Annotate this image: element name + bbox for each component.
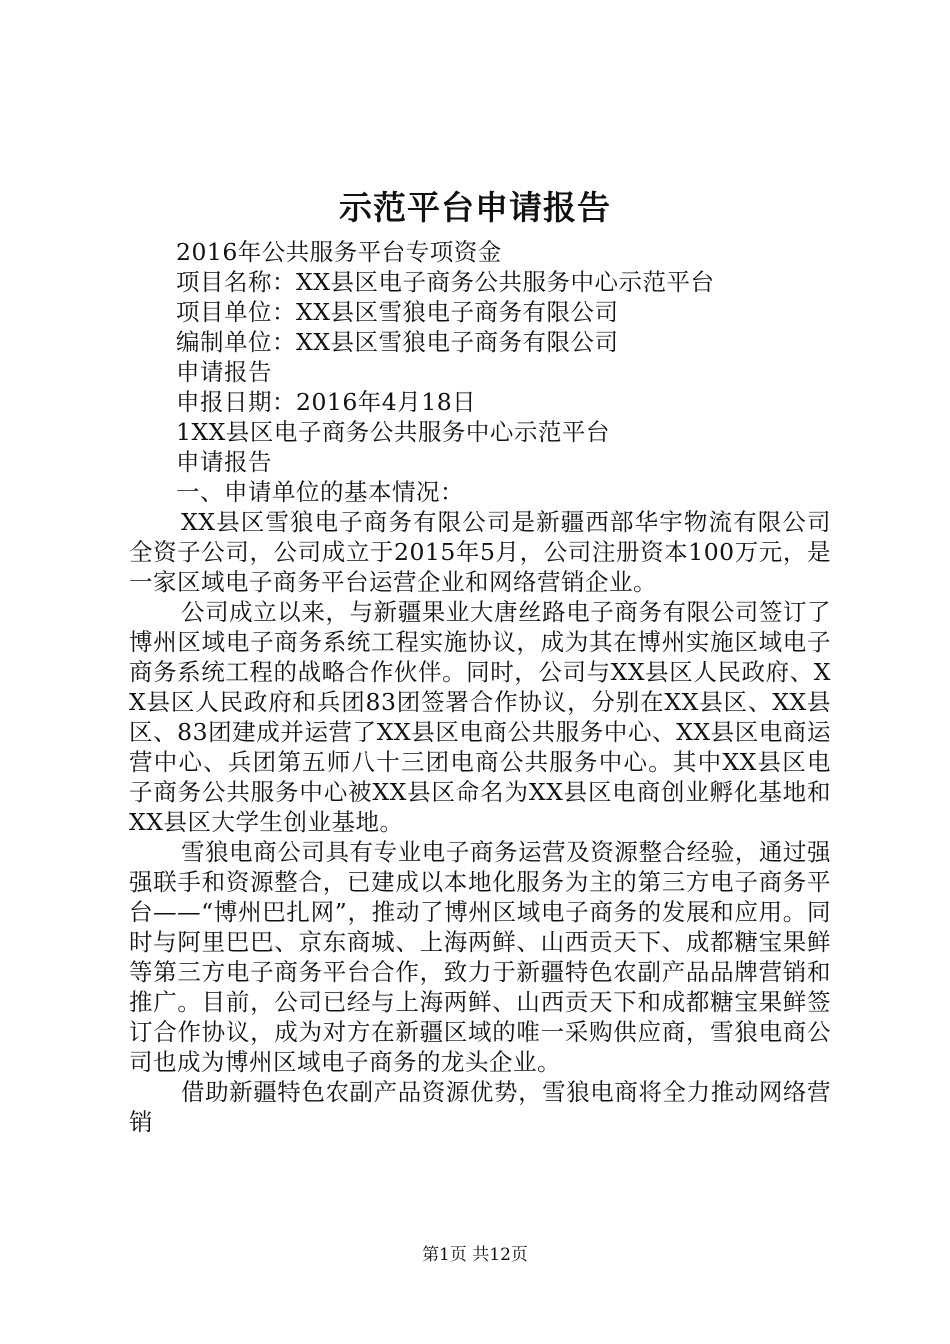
project-name-line: 项目名称：XX县区电子商务公共服务中心示范平台: [176, 268, 715, 296]
paragraph-cooperation: 公司成立以来，与新疆果业大唐丝路电子商务有限公司签订了博州区域电子商务系统工程实施协议，成为其在博州实施区域电子商务系统工程的战略合作伙伴。同时，公司与XX县区人民政府、XX县区人民政府和兵团83团签署合作协议，分别在XX县区、XX县区、83团建成并运营了XX县区电商公共服务中心、XX县区电商运营中心、兵团第五师八十三团电商公共服务中心。其中XX县区电子商务公共服务中心被XX县区命名为XX县区电商创业孵化基地和XX县区大学生创业基地。: [129, 598, 831, 836]
paragraph-experience: 雪狼电商公司具有专业电子商务运营及资源整合经验，通过强强联手和资源整合，已建成以本地化服务为主的第三方电子商务平台——“博州巴扎网”，推动了博州区域电子商务的发展和应用。同时与阿里巴巴、京东商城、上海两鲜、山西贡天下、成都糖宝果鲜等第三方电子商务平台合作，致力于新疆特色农副产品品牌营销和推广。目前，公司已经与上海两鲜、山西贡天下和成都糖宝果鲜签订合作协议，成为对方在新疆区域的唯一采购供应商，雪狼电商公司也成为博州区域电子商务的龙头企业。: [129, 838, 831, 1076]
project-unit-line: 项目单位：XX县区雪狼电子商务有限公司: [176, 298, 619, 326]
compiling-unit-line: 编制单位：XX县区雪狼电子商务有限公司: [176, 328, 619, 356]
report-label-line: 申请报告: [176, 358, 272, 386]
report-label-line-2: 申请报告: [176, 448, 272, 476]
document-body: [129, 237, 831, 1137]
section-heading: 一、申请单位的基本情况：: [176, 478, 464, 506]
paragraph-marketing: 借助新疆特色农副产品资源优势，雪狼电商将全力推动网络营销: [129, 1078, 831, 1136]
funding-line: 2016年公共服务平台专项资金: [176, 238, 502, 266]
platform-heading-line: 1XX县区电子商务公共服务中心示范平台: [176, 418, 610, 446]
report-date-line: 申报日期：2016年4月18日: [176, 388, 477, 416]
document-title: 示范平台申请报告: [339, 188, 611, 227]
page-footer: 第1页 共12页: [422, 1245, 528, 1265]
paragraph-company-intro: XX县区雪狼电子商务有限公司是新疆西部华宇物流有限公司全资子公司，公司成立于2015年5月，公司注册资本100万元，是一家区域电子商务平台运营企业和网络营销企业。: [129, 508, 831, 596]
